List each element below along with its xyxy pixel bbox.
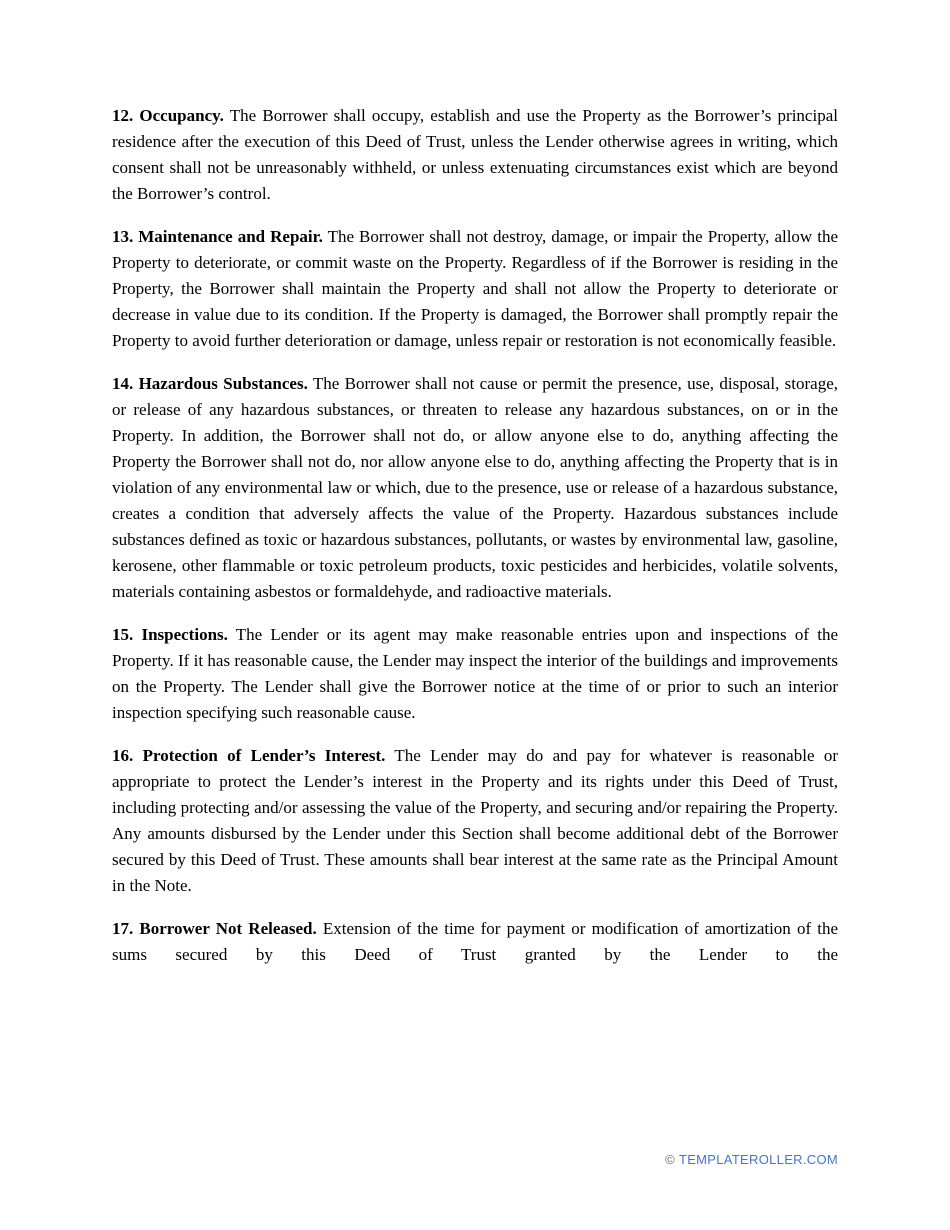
- copyright-icon: ©: [665, 1152, 675, 1167]
- section-12-body: The Borrower shall occupy, establish and use the Property as the Borrower’s principal residence after the execution of this Deed of Trust, unless the Lender otherwise agrees in writing, which consent shall not be unreasonably withheld, or unless extenuating circumstances exist which are beyond the Borrower’s control.: [112, 106, 838, 203]
- section-17-heading: 17. Borrower Not Released.: [112, 919, 317, 938]
- section-13-paragraph: [112, 224, 838, 354]
- section-17-paragraph: [112, 916, 838, 968]
- section-15-body: The Lender or its agent may make reasonable entries upon and inspections of the Property. If it has reasonable cause, the Lender may inspect the interior of the buildings and improvements on the Property. The Lender shall give the Borrower notice at the time of or prior to such an interior inspection specifying such reasonable cause.: [112, 625, 838, 722]
- section-14-body: The Borrower shall not cause or permit the presence, use, disposal, storage, or release of any hazardous substances, or threaten to release any hazardous substances, on or in the Property. In addition, the Borrower shall not do, or allow anyone else to do, anything affecting the Property the Borrower shall not do, nor allow anyone else to do, anything affecting the Property that is in violation of any environmental law or which, due to the presence, use or release of a hazardous substance, creates a condition that adversely affects the value of the Property. Hazardous substances include substances defined as toxic or hazardous substances, pollutants, or wastes by environmental law, gasoline, kerosene, other flammable or toxic petroleum products, toxic pesticides and herbicides, volatile solvents, materials containing asbestos or formaldehyde, and radioactive materials.: [112, 374, 839, 601]
- section-16-body: The Lender may do and pay for whatever is reasonable or appropriate to protect the Lender’s interest in the Property and its rights under this Deed of Trust, including protecting and/or assessing the value of the Property, and securing and/or repairing the Property. Any amounts disbursed by the Lender under this Section shall become additional debt of the Borrower secured by this Deed of Trust. These amounts shall bear interest at the same rate as the Principal Amount in the Note.: [112, 746, 838, 895]
- section-12-paragraph: [112, 103, 838, 207]
- section-13-body: The Borrower shall not destroy, damage, or impair the Property, allow the Property to deteriorate, or commit waste on the Property. Regardless of if the Borrower is residing in the Property, the Borrower shall maintain the Property and shall not allow the Property to deteriorate or decrease in value due to its condition. If the Property is damaged, the Borrower shall promptly repair the Property to avoid further deterioration or damage, unless repair or restoration is not economically feasible.: [112, 227, 838, 350]
- section-14-paragraph: [112, 371, 838, 605]
- section-16-paragraph: [112, 743, 838, 899]
- section-14-heading: 14. Hazardous Substances.: [112, 374, 308, 393]
- templateroller-link[interactable]: TEMPLATEROLLER.COM: [678, 1152, 838, 1167]
- document-page: [112, 103, 838, 985]
- section-15-heading: 15. Inspections.: [112, 625, 228, 644]
- section-17-body: Extension of the time for payment or modification of amortization of the sums secured by this Deed of Trust granted by the Lender to the: [112, 919, 839, 964]
- section-15-paragraph: [112, 622, 838, 726]
- footer: [665, 1152, 838, 1167]
- section-16-heading: 16. Protection of Lender’s Interest.: [112, 746, 386, 765]
- section-13-heading: 13. Maintenance and Repair.: [112, 227, 323, 246]
- section-12-heading: 12. Occupancy.: [112, 106, 224, 125]
